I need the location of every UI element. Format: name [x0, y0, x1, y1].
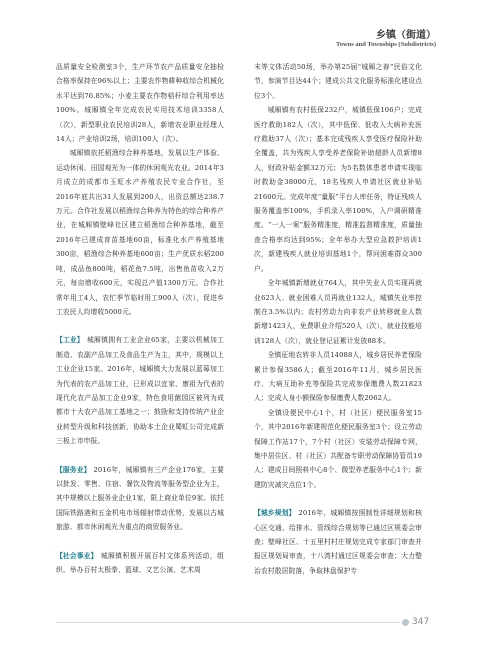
footer-dot-ornament: [402, 619, 409, 626]
paragraph: 城厢镇拥有工业企业65家，主要以机械加工制造、农副产品加工及食品生产为主，其中，规模以上工业企业15家。2016年，城厢镇大力发展以蓝莓加工为代表的农产品加工业，已形成以宜家、康祖为代表的现代化农产品加工企业9家，特色食用菌园区被列为成都市十大农产品加工基地之一；鼓励和支持传统产业企业转型升级和科技创新，协助本土企业蜀虹公司完成新三板上市申报。: [56, 336, 224, 446]
paragraph: 2016年，城厢镇有三产企业176家，主要以批发、零售、住宿、餐饮及物流等服务型企业为主，其中规模以上服务业企业1家，限上商业单位9家。依托国际铁路港和五金机电市场辐射带动优势，发展以古城旅游、都市休闲观光为重点的商贸服务业。: [56, 465, 224, 532]
paragraph: 城厢镇依托稻渔综合种养基地，发展以生产体验、运动休闲、田园观光为一体的休闲观光农业。2014年3月成立的成都市玉虹水产养殖农民专业合作社，至2016年底共出31人发展到200人，出资总额达238.7万元。合作社发展以稻渔综合种养为特色的综合种养产业，在城厢镇壁峰社区建立稻渔综合种养基地，截至2016年已建成育苗基地60亩，标准化水产养殖基地300亩，稻渔综合种养基地600亩；生产优质水稻200吨，成品鱼800吨，稻花鱼7.5吨，出售鱼苗收入2万元，每亩增收600元，实现总产值1300万元。合作社常年用工4人，农忙季节临时用工900人（次），促进乡工农民人均增收5000元。: [56, 149, 224, 316]
section-tag-services: 【服务业】: [56, 465, 91, 474]
paragraph: 全镇设便民中心1个，村（社区）便民服务室15个，其中2016年新建规范化便民服务室3个；设立劳动保障工作站17个，7个村（社区）安装劳动保障专网，集中居住区、村（社区）共配备专职劳动保障协管员19人；建成日间照料中心8个、微型养老服务中心1个；新建防灾减灾点位1个。: [254, 408, 422, 489]
page-number: 347: [412, 617, 430, 627]
paragraph: 末等文体活动50场，举办第25届“城厢之春”民俗文化节，参演节目达44个；建成公共文化服务标准化建设点位3个。: [254, 63, 422, 100]
section-services: [56, 463, 224, 535]
section-planning: [254, 506, 422, 578]
section-social: [56, 549, 224, 578]
section-tag-industry: 【工业】: [56, 336, 84, 345]
footer-rule: [56, 622, 400, 623]
left-column: [56, 60, 224, 577]
section-tag-planning: 【城乡规划】: [254, 509, 296, 518]
running-header-subtitle: Towns and Townships (Subdistricts): [335, 41, 436, 48]
paragraph: 城厢镇积极开展百村文体系列活动，组织、举办百村太极拳、篮球、文艺公演、艺术周: [56, 551, 224, 574]
right-column: [254, 60, 422, 578]
paragraph: 2016年，城厢镇按照制性详细规划和核心区交通、给排水、管线综合规划等已通过区规委会审查；壁峰社区、十五里村村庄规划完成专家部门审查并报区规划局审查，十八湾村通过区规委会审查；大力整治农村散居院落，争取林盘保护专: [254, 509, 422, 575]
section-tag-social: 【社会事业】: [56, 551, 98, 560]
paragraph: 全年城镇新增就业764人，其中失业人员实现再就业623人、就业困难人员再就业132人，城镇失业率控制在3.5%以内；农村劳动力向非农产业转移就业人数新增1423人，免费职业介绍520人（次），就业技能培训128人（次），就业登记证累计发放88本。: [254, 279, 422, 345]
paragraph: 品质量安全检测室3个，生产环节农产品质量安全抽检合格率保持在96%以上；主要农作物耕种收综合机械化水平达到76.85%；小麦主要农作物秸秆综合利用率达100%。城厢镇全年完成农民实用技术培训3358人（次），新型职业农民培训28人，新增农业职业经理人14人；产业培训2场，培训100人（次）。: [56, 63, 224, 144]
paragraph: 全镇征地农转非人员14088人，城乡居民养老保险累计参保3586人；截至2016年11月，城乡居民医疗、大病互助补充等保险共完成参保缴费人数21823人；完成人身小额保险参保缴费人数2062人。: [254, 351, 422, 403]
paragraph: 城厢镇有农村低保232户，城镇低保106户；完成医疗救助182人（次），其中低保、低收入大病补充医疗救助37人（次）；基本完成残疾人享受医疗保险补助全覆盖，共为残疾人享受养老保险补助超龄人员新增8人，财政补贴金额32万元；为5名数体患者申请实现临时救助金38000元，18名残疾人申请社区就业补贴21600元。完成年度“量服”平台人库任务，特证残疾人服务覆盖率100%，手机录入率100%，入户调研精准度。“一人一案”服务精准度，精准监督精准度，质量抽查合格率均达到95%；全年举办大型应急救护培训1次，新建残疾人就业培训基地1个，帮问困难群众300户。: [254, 106, 422, 273]
section-industry: [56, 333, 224, 448]
running-header-title: 乡镇（街道）: [376, 30, 436, 41]
